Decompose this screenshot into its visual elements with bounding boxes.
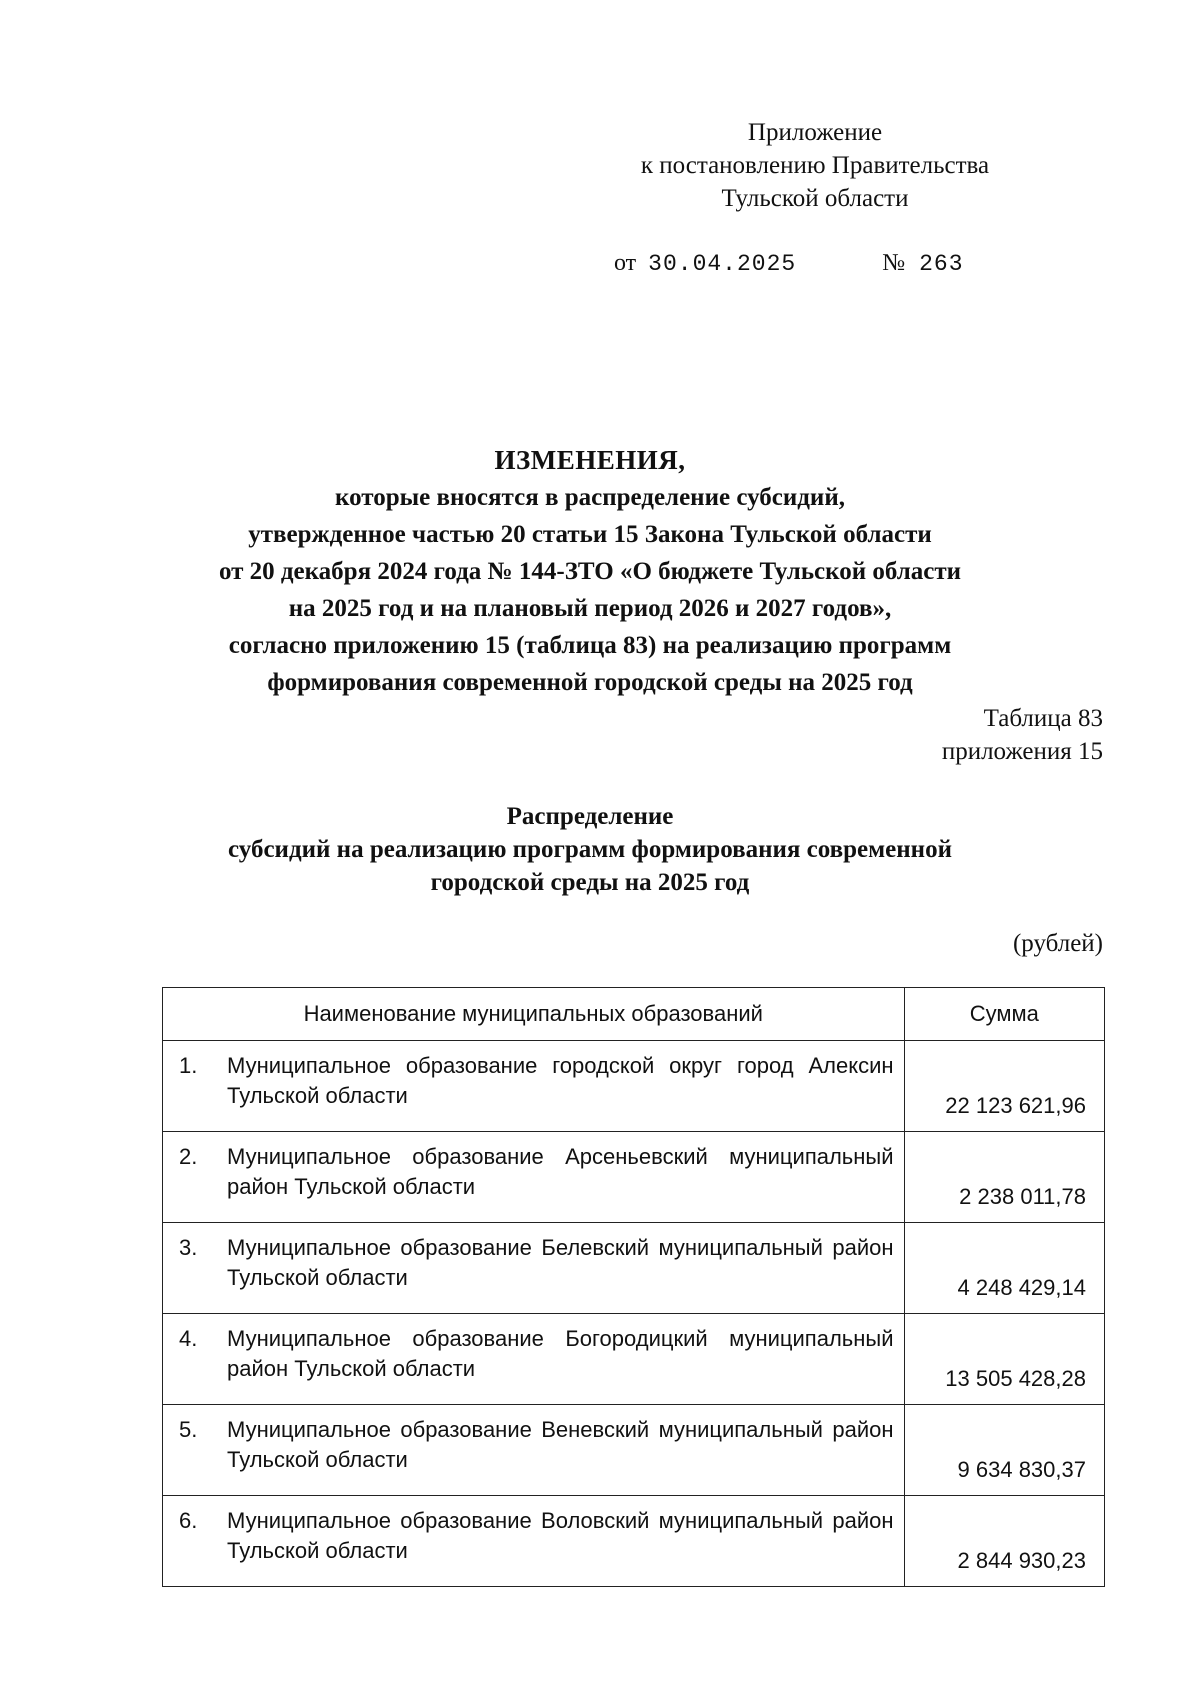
document-number: 263: [919, 251, 964, 277]
municipality-name: Муниципальное образование Воловский муниципальный район Тульской области: [227, 1508, 894, 1563]
title-line: утвержденное частью 20 статьи 15 Закона Тульской области: [248, 521, 932, 548]
title-line: формирования современной городской среды на 2025 год: [267, 669, 913, 696]
table-subtitle: [190, 800, 990, 899]
row-index: 4.: [179, 1326, 198, 1351]
appendix-line-1: Приложение: [747, 119, 883, 146]
document-dateline: [614, 250, 964, 277]
row-index: 1.: [179, 1053, 198, 1078]
title-line: которые вносятся в распределение субсидий,: [335, 484, 845, 511]
name-cell: [163, 1496, 905, 1587]
table-ref-line-2: приложения 15: [941, 738, 1103, 765]
name-cell: [163, 1405, 905, 1496]
title-line: на 2025 год и на плановый период 2026 и 2027 годов»,: [288, 595, 892, 622]
table-header-row: [163, 988, 1105, 1041]
row-index: 5.: [179, 1417, 198, 1442]
sum-cell: 2 238 011,78: [904, 1132, 1104, 1223]
appendix-line-2: к постановлению Правительства: [640, 152, 990, 179]
table-row: [163, 1314, 1105, 1405]
name-cell: [163, 1041, 905, 1132]
municipality-name: Муниципальное образование Белевский муниципальный район Тульской области: [227, 1235, 894, 1290]
name-cell: [163, 1314, 905, 1405]
municipality-name: Муниципальное образование городской округ город Алексин Тульской области: [227, 1053, 894, 1108]
table-reference: [942, 702, 1103, 768]
sum-cell: 9 634 830,37: [904, 1405, 1104, 1496]
row-index: 2.: [179, 1144, 198, 1169]
municipality-name: Муниципальное образование Богородицкий муниципальный район Тульской области: [227, 1326, 894, 1381]
table-row: [163, 1223, 1105, 1314]
number-sign: №: [882, 250, 906, 276]
sum-cell: 13 505 428,28: [904, 1314, 1104, 1405]
table-row: [163, 1041, 1105, 1132]
subtitle-line-1: Распределение: [506, 803, 674, 830]
appendix-line-3: Тульской области: [721, 185, 909, 212]
units-label: (рублей): [1012, 930, 1103, 957]
subtitle-line-3: городской среды на 2025 год: [430, 869, 750, 896]
document-date: 30.04.2025: [648, 251, 797, 277]
appendix-header: [600, 116, 1030, 215]
sum-cell: 2 844 930,23: [904, 1496, 1104, 1587]
name-cell: [163, 1223, 905, 1314]
subtitle-line-2: субсидий на реализацию программ формирования современной: [228, 836, 952, 863]
header-name: Наименование муниципальных образований: [163, 988, 905, 1041]
table-row: [163, 1496, 1105, 1587]
title-line: согласно приложению 15 (таблица 83) на реализацию программ: [228, 632, 952, 659]
header-sum: Сумма: [904, 988, 1104, 1041]
title-line: от 20 декабря 2024 года № 144-ЗТО «О бюджете Тульской области: [218, 558, 962, 585]
date-prefix: от: [614, 250, 637, 276]
municipality-name: Муниципальное образование Веневский муниципальный район Тульской области: [227, 1417, 894, 1472]
table-row: [163, 1405, 1105, 1496]
row-index: 3.: [179, 1235, 198, 1260]
sum-cell: 22 123 621,96: [904, 1041, 1104, 1132]
document-title: [140, 442, 1040, 701]
row-index: 6.: [179, 1508, 198, 1533]
sum-cell: 4 248 429,14: [904, 1223, 1104, 1314]
title-heading: ИЗМЕНЕНИЯ,: [494, 445, 686, 475]
name-cell: [163, 1132, 905, 1223]
table-ref-line-1: Таблица 83: [983, 705, 1103, 732]
table-row: [163, 1132, 1105, 1223]
municipality-name: Муниципальное образование Арсеньевский муниципальный район Тульской области: [227, 1144, 894, 1199]
distribution-table: [162, 987, 1105, 1587]
